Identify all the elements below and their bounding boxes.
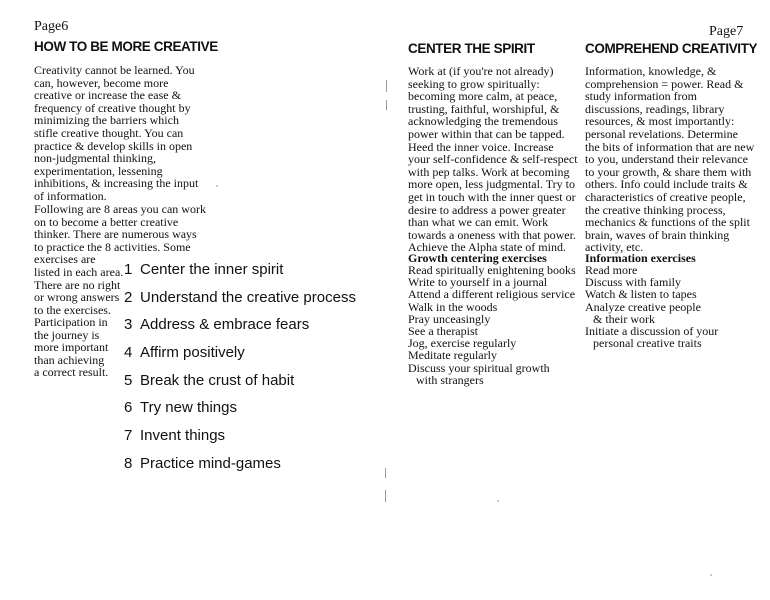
right-body-line: to you, understand their relevance (585, 152, 748, 167)
area-number: 6 (124, 399, 133, 417)
following-line: on to become a better creative (34, 214, 179, 229)
paper-speck (710, 574, 712, 576)
right-body-line: to your growth, & share them with (585, 164, 752, 179)
area-item (124, 343, 356, 371)
area-label: Break the crust of habit (140, 371, 295, 389)
area-number: 2 (124, 288, 133, 306)
area-item (124, 315, 356, 343)
exercise-item: Attend a different religious service (408, 287, 576, 302)
paper-speck (216, 185, 218, 187)
exercise-item: with strangers (416, 372, 484, 387)
area-label: Affirm positively (140, 344, 245, 362)
exercise-item: Watch & listen to tapes (585, 287, 697, 302)
center-body-line: Heed the inner voice. Increase (408, 139, 554, 154)
center-body-line: trusting, faithful, worshipful, & (408, 101, 560, 116)
following-line: thinker. There are numerous ways (34, 227, 197, 242)
area-item (124, 426, 356, 454)
growth-exercises-heading: Growth centering exercises (408, 251, 547, 265)
area-label: Try new things (140, 399, 237, 417)
intro-line: inhibitions, & increasing the input (34, 176, 199, 191)
following-line: There are no right (34, 277, 121, 292)
center-body-line: than what we can emit. Work (408, 215, 549, 230)
area-number: 5 (124, 371, 133, 389)
exercise-item: Discuss your spiritual growth (408, 360, 550, 375)
right-body-line: study information from (585, 89, 697, 104)
intro-paragraph (34, 64, 209, 203)
paper-speck (497, 500, 499, 502)
center-body-paragraph (408, 65, 583, 254)
area-number: 8 (124, 454, 133, 472)
area-item (124, 371, 356, 399)
right-body-line: brain, waves of brain thinking (585, 227, 730, 242)
intro-line: Creativity cannot be learned. You (34, 63, 195, 77)
growth-exercises-list (408, 264, 583, 386)
right-page-heading: COMPREHEND CREATIVITY (585, 41, 758, 56)
exercise-item: Analyze creative people (585, 299, 701, 314)
right-body-line: activity, etc. (585, 240, 644, 255)
exercise-item: Read spiritually enightening books (408, 263, 576, 277)
exercise-item: See a therapist (408, 324, 478, 339)
intro-line: creative or increase the ease & (34, 88, 181, 103)
center-body-line: seeking to grow spiritually: (408, 76, 540, 91)
right-body-line: mechanics & functions of the split (585, 215, 750, 230)
intro-line: can, however, become more (34, 75, 169, 90)
right-body-line: the creative thinking process, (585, 202, 726, 217)
intro-line: experimentation, lessening (34, 163, 163, 178)
area-number: 1 (124, 261, 133, 278)
left-page-heading: HOW TO BE MORE CREATIVE (34, 39, 218, 54)
area-item (124, 454, 356, 482)
following-line: to the exercises. (34, 302, 111, 317)
exercise-item: & their work (593, 311, 655, 326)
exercise-item: Discuss with family (585, 275, 681, 290)
right-body-line: Information, knowledge, & (585, 64, 717, 78)
exercise-item: Walk in the woods (408, 299, 498, 314)
participation-line: more important (34, 340, 109, 355)
exercise-item: Write to yourself in a journal (408, 275, 548, 290)
exercise-item: Read more (585, 263, 638, 277)
right-body-line: the bits of information that are new (585, 139, 755, 154)
area-item (124, 260, 356, 288)
center-body-line: becoming more calm, at peace, (408, 89, 558, 104)
following-line: to practice the 8 activities. Some (34, 239, 191, 254)
fold-mark (385, 490, 386, 502)
information-exercises-heading: Information exercises (585, 251, 696, 265)
right-body-line: comprehension = power. Read & (585, 76, 744, 91)
center-body-line: power within that can be tapped. (408, 126, 565, 141)
intro-line: practice & develop skills in open (34, 138, 193, 153)
right-body-line: personal revelations. Determine (585, 126, 738, 141)
participation-paragraph (34, 316, 124, 379)
following-line: or wrong answers (34, 290, 120, 305)
center-body-line: Achieve the Alpha state of mind. (408, 240, 566, 255)
center-column-heading: CENTER THE SPIRIT (408, 41, 535, 56)
fold-mark (385, 468, 386, 478)
intro-line: non-judgmental thinking, (34, 151, 156, 166)
information-exercises-list (585, 264, 765, 349)
participation-line: the journey is (34, 327, 100, 342)
right-body-line: resources, & most importantly: (585, 114, 735, 129)
fold-mark (386, 80, 387, 92)
intro-line: minimizing the barriers which (34, 113, 179, 128)
area-label: Understand the creative process (140, 288, 356, 306)
center-body-line: acknowledging the tremendous (408, 114, 558, 129)
right-body-line: characteristics of creative people, (585, 189, 746, 204)
area-number: 4 (124, 344, 133, 362)
area-label: Practice mind-games (140, 454, 281, 472)
exercise-item: Initiate a discussion of your (585, 324, 719, 339)
following-line: listed in each area. (34, 264, 124, 279)
intro-line: stifle creative thought. You can (34, 125, 184, 140)
right-body-line: discussions, readings, library (585, 101, 725, 116)
fold-mark (386, 100, 387, 110)
participation-line: Participation in (34, 315, 108, 329)
page-number-right: Page7 (709, 24, 744, 39)
following-line: Following are 8 areas you can work (34, 202, 206, 216)
area-item (124, 398, 356, 426)
right-body-line: others. Info could include traits & (585, 177, 748, 192)
following-line: exercises are (34, 252, 96, 267)
center-body-line: with pep talks. Work at becoming (408, 164, 570, 179)
center-body-line: towards a oneness with that power. (408, 227, 576, 242)
area-label: Center the inner spirit (140, 261, 284, 278)
center-body-line: Work at (if you're not already) (408, 64, 554, 78)
exercise-item: Jog, exercise regularly (408, 336, 517, 351)
exercise-item: personal creative traits (593, 336, 702, 351)
exercise-item: Meditate regularly (408, 348, 497, 363)
intro-line: of information. (34, 188, 107, 203)
area-item (124, 288, 356, 316)
area-label: Address & embrace fears (140, 316, 310, 334)
center-body-line: get in touch with the inner quest or (408, 189, 576, 204)
area-label: Invent things (140, 427, 226, 445)
participation-line: than achieving (34, 352, 105, 367)
center-body-line: your self-confidence & self-respect (408, 152, 578, 167)
center-body-line: desire to address a power greater (408, 202, 566, 217)
area-number: 7 (124, 427, 133, 445)
page-number-left: Page6 (34, 19, 69, 34)
right-body-paragraph (585, 65, 765, 254)
center-body-line: more open, less judgmental. Try to (408, 177, 575, 192)
participation-line: a correct result. (34, 365, 109, 380)
eight-areas-list (124, 260, 356, 482)
intro-line: frequency of creative thought by (34, 100, 191, 115)
area-number: 3 (124, 316, 133, 334)
exercise-item: Pray unceasingly (408, 311, 491, 326)
